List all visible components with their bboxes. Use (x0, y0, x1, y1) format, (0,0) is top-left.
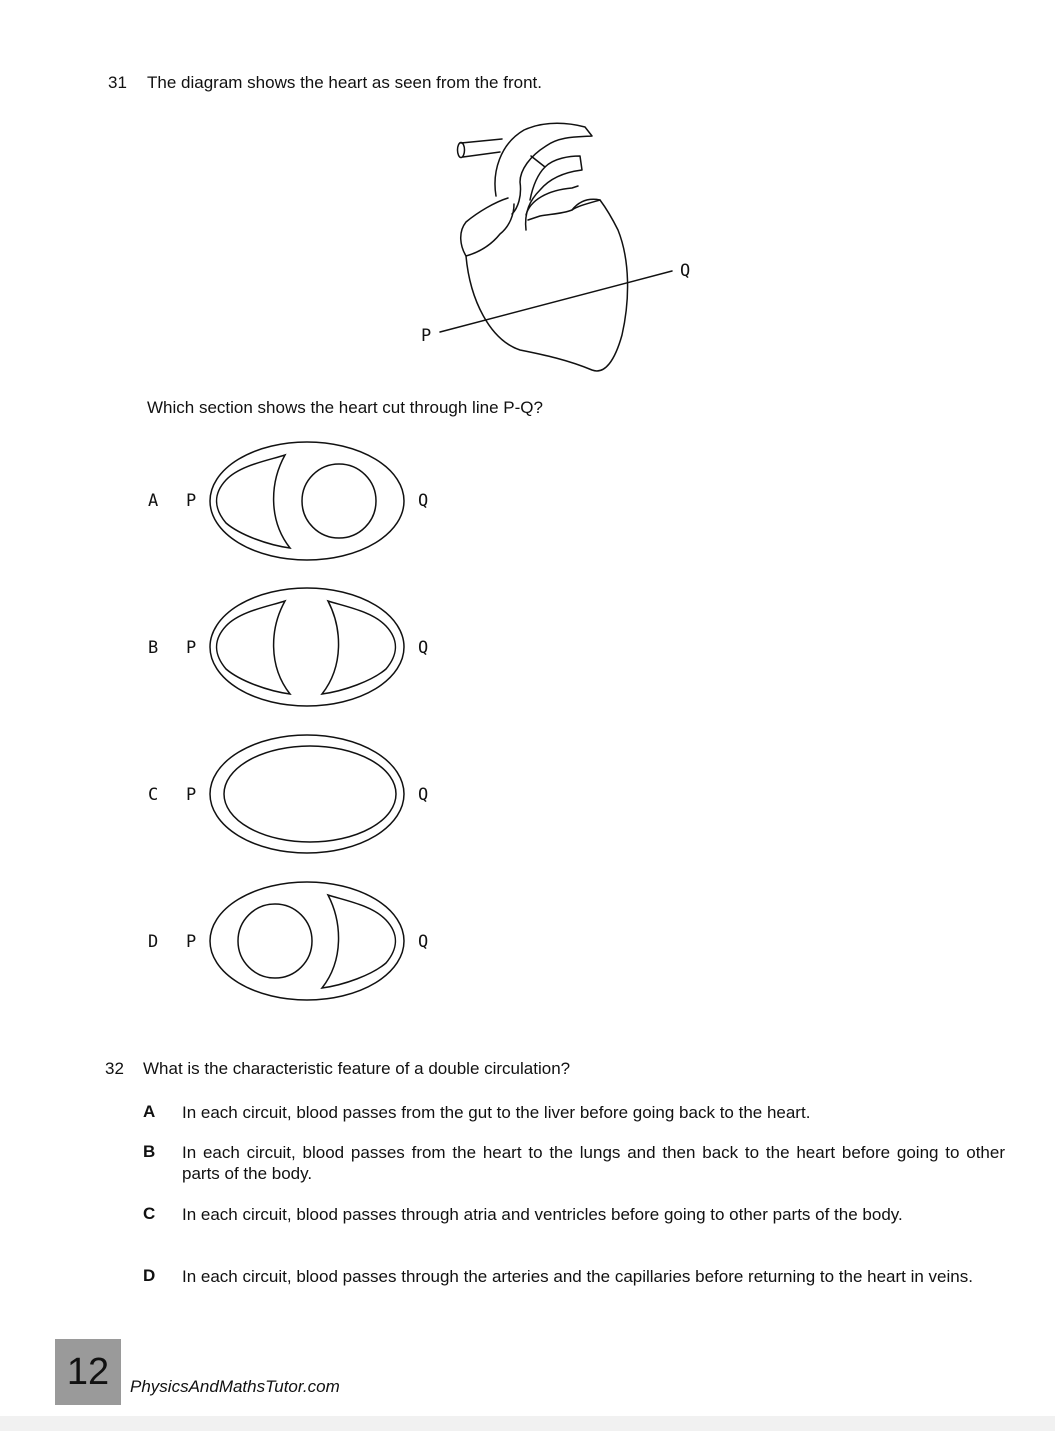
section-line-pq (440, 271, 672, 332)
option-b-p-label: P (186, 638, 197, 658)
heart-body-outline (466, 199, 628, 371)
option-b-right-chamber (322, 601, 395, 694)
option-d-right-chamber (322, 895, 395, 988)
q32-option-b-letter[interactable]: B (143, 1142, 156, 1161)
option-c-letter: C (148, 785, 159, 805)
option-a-letter: A (148, 491, 159, 511)
option-c-single-chamber (224, 746, 396, 842)
option-c-outer-wall (210, 735, 404, 853)
option-d-section-diagram[interactable] (205, 880, 415, 1005)
diagram-label-p: P (421, 326, 432, 346)
question-32-text: What is the characteristic feature of a double circulation? (143, 1059, 571, 1078)
q32-option-d-text[interactable]: In each circuit, blood passes through the arteries and the capillaries before returning to the heart in veins. (182, 1267, 973, 1286)
option-a-p-label: P (186, 491, 197, 511)
option-b-q-label: Q (418, 638, 429, 658)
heart-pulmonary-trunk (526, 156, 582, 230)
question-31-intro: The diagram shows the heart as seen from the front. (147, 73, 542, 92)
q32-option-a-letter[interactable]: A (143, 1102, 156, 1121)
option-b-section-diagram[interactable] (205, 586, 415, 711)
question-31-prompt: Which section shows the heart cut through line P-Q? (147, 398, 543, 417)
heart-right-atrium (461, 198, 514, 256)
option-c-section-diagram[interactable] (205, 733, 415, 858)
diagram-label-q: Q (680, 261, 691, 281)
option-c-q-label: Q (418, 785, 429, 805)
q32-option-a-text[interactable]: In each circuit, blood passes from the gut to the liver before going back to the heart. (182, 1103, 811, 1122)
option-a-q-label: Q (418, 491, 429, 511)
option-a-section-diagram[interactable] (205, 440, 415, 565)
option-d-outer-wall (210, 882, 404, 1000)
option-d-letter: D (148, 932, 159, 952)
option-a-right-chamber (302, 464, 376, 538)
q32-option-d-letter[interactable]: D (143, 1266, 156, 1285)
heart-vena-cava (461, 139, 502, 157)
option-a-outer-wall (210, 442, 404, 560)
q32-option-c-text[interactable]: In each circuit, blood passes through atria and ventricles before going to other parts of the body. (182, 1205, 903, 1224)
question-31-number: 31 (108, 73, 127, 92)
option-d-q-label: Q (418, 932, 429, 952)
heart-vena-cava-end (458, 143, 465, 158)
q32-option-c-letter[interactable]: C (143, 1204, 156, 1223)
option-c-p-label: P (186, 785, 197, 805)
option-b-letter: B (148, 638, 159, 658)
heart-diagram (415, 115, 705, 380)
option-d-p-label: P (186, 932, 197, 952)
option-b-outer-wall (210, 588, 404, 706)
page-number: 12 (55, 1339, 121, 1405)
question-32-number: 32 (105, 1059, 124, 1078)
footer-site-name: PhysicsAndMathsTutor.com (130, 1377, 340, 1396)
q32-option-b-text[interactable]: In each circuit, blood passes from the heart to the lungs and then back to the heart before going to other parts of the body. (182, 1143, 1005, 1183)
option-d-left-chamber (238, 904, 312, 978)
viewer-bottom-strip (0, 1416, 1055, 1431)
